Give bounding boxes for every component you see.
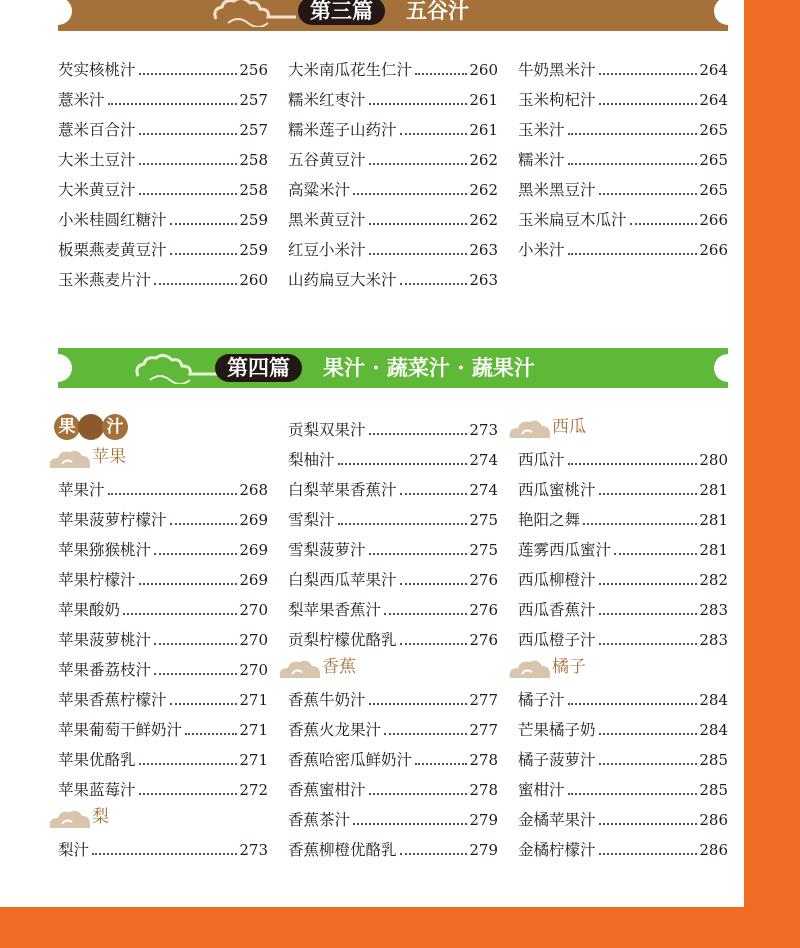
toc-entry-name: 香蕉火龙果汁: [288, 721, 382, 739]
toc-entry-page: 261: [469, 91, 498, 109]
section-3-badge: 第三篇: [298, 0, 385, 25]
toc-entry-page: 280: [699, 451, 728, 469]
toc-entry-page: 276: [469, 571, 498, 589]
toc-entry-page: 269: [239, 571, 268, 589]
toc-entry-name: 橘子汁: [518, 691, 565, 709]
toc-entry-page: 263: [469, 271, 498, 289]
banana-list: [288, 680, 498, 860]
toc-entry-name: 五谷黄豆汁: [288, 151, 366, 169]
dot-leader: [139, 133, 238, 135]
toc-entry-page: 284: [699, 721, 728, 739]
toc-entry-page: 258: [239, 151, 268, 169]
toc-entry[interactable]: [518, 440, 728, 470]
toc-entry[interactable]: [58, 50, 268, 80]
category-badge-char: 果: [54, 414, 80, 440]
pear-list: [58, 830, 268, 860]
toc-entry[interactable]: [288, 740, 498, 770]
section-4-title: 果汁 · 蔬菜汁 · 蔬果汁: [323, 355, 535, 380]
toc-entry-name: 苹果优酪乳: [58, 751, 136, 769]
subhead-apple: [58, 440, 268, 470]
toc-entry-page: 265: [699, 151, 728, 169]
toc-entry-name: 金橘柠檬汁: [518, 841, 596, 859]
toc-entry-page: 260: [469, 61, 498, 79]
toc-entry[interactable]: [288, 680, 498, 710]
toc-entry-page: 269: [239, 541, 268, 559]
dot-leader: [568, 463, 698, 465]
toc-entry-name: 西瓜蜜桃汁: [518, 481, 596, 499]
toc-entry-name: 香蕉茶汁: [288, 811, 351, 829]
banner-notch-left: [44, 354, 72, 382]
toc-entry-name: 玉米汁: [518, 121, 565, 139]
toc-entry-page: 262: [469, 151, 498, 169]
dot-leader: [599, 583, 698, 585]
cloud-icon: [278, 658, 322, 680]
toc-entry-page: 278: [469, 781, 498, 799]
toc-entry-page: 277: [469, 691, 498, 709]
toc-entry-page: 264: [699, 61, 728, 79]
toc-entry[interactable]: [288, 770, 498, 800]
pear-list-continued: [288, 410, 498, 650]
toc-entry-page: 286: [699, 841, 728, 859]
toc-entry[interactable]: [58, 200, 268, 230]
toc-entry-name: 白梨西瓜苹果汁: [288, 571, 397, 589]
toc-entry[interactable]: [288, 50, 498, 80]
section-3-column-2: [288, 50, 498, 290]
toc-entry-name: 雪梨汁: [288, 511, 335, 529]
toc-entry[interactable]: [518, 560, 728, 590]
toc-entry-page: 263: [469, 241, 498, 259]
toc-entry-page: 266: [699, 241, 728, 259]
dot-leader: [353, 193, 467, 195]
toc-entry-page: 281: [699, 511, 728, 529]
dot-leader: [139, 193, 238, 195]
toc-entry[interactable]: [58, 530, 268, 560]
toc-entry[interactable]: [58, 170, 268, 200]
toc-entry-name: 玉米燕麦片汁: [58, 271, 152, 289]
toc-entry[interactable]: [288, 830, 498, 860]
toc-entry-name: 莲雾西瓜蜜汁: [518, 541, 612, 559]
cloud-icon: [508, 418, 552, 440]
toc-entry-page: 268: [239, 481, 268, 499]
toc-entry-name: 红豆小米汁: [288, 241, 366, 259]
section-3-column-3: [518, 50, 728, 260]
toc-entry-name: 大米土豆汁: [58, 151, 136, 169]
toc-entry-name: 蜜柑汁: [518, 781, 565, 799]
apple-list: [58, 470, 268, 800]
toc-entry[interactable]: [288, 260, 498, 290]
toc-entry-name: 玉米枸杞汁: [518, 91, 596, 109]
toc-entry-page: 284: [699, 691, 728, 709]
subhead-orange: [518, 650, 728, 680]
toc-entry-page: 271: [239, 751, 268, 769]
toc-entry[interactable]: [288, 140, 498, 170]
dot-leader: [415, 763, 467, 765]
toc-entry-name: 西瓜香蕉汁: [518, 601, 596, 619]
toc-entry[interactable]: [518, 530, 728, 560]
dot-leader: [568, 163, 698, 165]
toc-entry[interactable]: [518, 740, 728, 770]
dot-leader: [154, 553, 237, 555]
dot-leader: [400, 493, 468, 495]
dot-leader: [415, 73, 467, 75]
dot-leader: [170, 253, 238, 255]
dot-leader: [599, 103, 698, 105]
toc-entry-name: 芒果橘子奶: [518, 721, 596, 739]
dot-leader: [599, 613, 698, 615]
toc-entry-name: 大米黄豆汁: [58, 181, 136, 199]
dot-leader: [369, 253, 468, 255]
toc-entry[interactable]: [518, 590, 728, 620]
toc-entry-name: 白梨苹果香蕉汁: [288, 481, 397, 499]
dot-leader: [139, 763, 238, 765]
category-badge-char: 汁: [102, 414, 128, 440]
toc-entry-page: 260: [239, 271, 268, 289]
toc-entry-name: 贡梨柠檬优酪乳: [288, 631, 397, 649]
dot-leader: [599, 853, 698, 855]
dot-leader: [139, 793, 238, 795]
toc-entry[interactable]: [518, 200, 728, 230]
toc-entry-name: 香蕉蜜柑汁: [288, 781, 366, 799]
toc-entry-name: 西瓜汁: [518, 451, 565, 469]
dot-leader: [599, 733, 698, 735]
toc-entry-name: 西瓜橙子汁: [518, 631, 596, 649]
toc-entry[interactable]: [518, 770, 728, 800]
toc-entry-page: 270: [239, 601, 268, 619]
toc-entry-page: 279: [469, 811, 498, 829]
toc-entry-page: 257: [239, 121, 268, 139]
subhead-label: 香蕉: [322, 657, 356, 677]
dot-leader: [400, 283, 468, 285]
cloud-icon: [48, 448, 92, 470]
toc-entry-name: 苹果汁: [58, 481, 105, 499]
dot-leader: [599, 643, 698, 645]
toc-entry-name: 山药扁豆大米汁: [288, 271, 397, 289]
toc-entry-page: 270: [239, 661, 268, 679]
subhead-watermelon: [518, 410, 728, 440]
dot-leader: [384, 733, 467, 735]
toc-entry[interactable]: [518, 710, 728, 740]
section-4-column-2: [288, 410, 498, 860]
toc-entry-name: 艳阳之舞: [518, 511, 581, 529]
cloud-ornament-icon: [208, 0, 298, 27]
dot-leader: [369, 553, 468, 555]
toc-entry-name: 苹果葡萄干鲜奶汁: [58, 721, 183, 739]
toc-entry-name: 贡梨双果汁: [288, 421, 366, 439]
dot-leader: [108, 103, 238, 105]
dot-leader: [583, 523, 697, 525]
banner-band: [58, 0, 728, 31]
toc-entry-page: 272: [239, 781, 268, 799]
dot-leader: [400, 583, 468, 585]
toc-entry-page: 286: [699, 811, 728, 829]
toc-entry-name: 小米汁: [518, 241, 565, 259]
toc-entry-page: 283: [699, 601, 728, 619]
toc-entry-name: 雪梨菠萝汁: [288, 541, 366, 559]
dot-leader: [400, 133, 468, 135]
dot-leader: [170, 703, 238, 705]
dot-leader: [369, 703, 468, 705]
section-4-column-3: [518, 410, 728, 860]
toc-entry-name: 薏米百合汁: [58, 121, 136, 139]
toc-entry-name: 薏米汁: [58, 91, 105, 109]
toc-entry-page: 259: [239, 241, 268, 259]
toc-entry-page: 258: [239, 181, 268, 199]
dot-leader: [599, 493, 698, 495]
dot-leader: [353, 823, 467, 825]
cloud-icon: [508, 658, 552, 680]
toc-entry[interactable]: [58, 500, 268, 530]
toc-entry-name: 糯米莲子山药汁: [288, 121, 397, 139]
toc-entry-name: 苹果柠檬汁: [58, 571, 136, 589]
subhead-banana: [288, 650, 498, 680]
dot-leader: [123, 613, 237, 615]
banner-notch-right: [714, 354, 742, 382]
toc-entry-name: 西瓜柳橙汁: [518, 571, 596, 589]
orange-list: [518, 680, 728, 860]
toc-entry-name: 糯米汁: [518, 151, 565, 169]
dot-leader: [139, 583, 238, 585]
toc-entry-page: 261: [469, 121, 498, 139]
toc-entry[interactable]: [518, 140, 728, 170]
toc-entry-page: 283: [699, 631, 728, 649]
toc-entry[interactable]: [288, 200, 498, 230]
subhead-label: 苹果: [92, 447, 126, 467]
dot-leader: [568, 133, 698, 135]
toc-entry[interactable]: [288, 440, 498, 470]
section-3-banner: [58, 0, 728, 31]
toc-entry-name: 苹果番荔枝汁: [58, 661, 152, 679]
dot-leader: [568, 253, 698, 255]
dot-leader: [154, 643, 237, 645]
toc-entry-page: 264: [699, 91, 728, 109]
toc-entry[interactable]: [518, 230, 728, 260]
toc-entry-page: 281: [699, 481, 728, 499]
dot-leader: [599, 193, 698, 195]
section-4-banner: [58, 348, 728, 388]
dot-leader: [139, 163, 238, 165]
toc-entry[interactable]: [58, 830, 268, 860]
toc-entry[interactable]: [58, 140, 268, 170]
toc-entry[interactable]: [518, 500, 728, 530]
toc-entry[interactable]: [288, 710, 498, 740]
toc-entry-name: 牛奶黑米汁: [518, 61, 596, 79]
toc-entry-name: 香蕉哈密瓜鲜奶汁: [288, 751, 413, 769]
toc-entry-name: 黑米黄豆汁: [288, 211, 366, 229]
subhead-label: 梨: [92, 807, 109, 827]
toc-entry-name: 香蕉柳橙优酪乳: [288, 841, 397, 859]
toc-entry-page: 257: [239, 91, 268, 109]
toc-entry-page: 265: [699, 121, 728, 139]
dot-leader: [614, 553, 697, 555]
toc-entry[interactable]: [58, 80, 268, 110]
toc-entry-name: 玉米扁豆木瓜汁: [518, 211, 627, 229]
toc-entry-page: 266: [699, 211, 728, 229]
cloud-icon: [48, 808, 92, 830]
toc-entry-name: 香蕉牛奶汁: [288, 691, 366, 709]
toc-entry[interactable]: [58, 470, 268, 500]
toc-entry[interactable]: [518, 170, 728, 200]
toc-entry-page: 276: [469, 601, 498, 619]
toc-entry-page: 265: [699, 181, 728, 199]
toc-entry[interactable]: [288, 80, 498, 110]
toc-entry[interactable]: [518, 110, 728, 140]
toc-entry[interactable]: [58, 260, 268, 290]
toc-entry[interactable]: [288, 230, 498, 260]
dot-leader: [384, 613, 467, 615]
toc-entry-name: 黑米黑豆汁: [518, 181, 596, 199]
toc-entry[interactable]: [58, 740, 268, 770]
toc-entry-page: 285: [699, 781, 728, 799]
toc-entry-page: 278: [469, 751, 498, 769]
toc-entry[interactable]: [58, 770, 268, 800]
toc-entry[interactable]: [58, 620, 268, 650]
subhead-label: 橘子: [552, 657, 586, 677]
dot-leader: [630, 223, 698, 225]
toc-entry[interactable]: [58, 560, 268, 590]
bottom-decor-strip: [0, 907, 800, 948]
toc-entry-page: 281: [699, 541, 728, 559]
toc-entry-name: 苹果菠萝柠檬汁: [58, 511, 167, 529]
dot-leader: [154, 673, 237, 675]
dot-leader: [599, 763, 698, 765]
toc-entry-page: 271: [239, 691, 268, 709]
toc-entry[interactable]: [518, 680, 728, 710]
toc-entry-page: 270: [239, 631, 268, 649]
toc-entry[interactable]: [288, 170, 498, 200]
toc-entry-page: 279: [469, 841, 498, 859]
cloud-ornament-icon: [130, 352, 220, 384]
toc-entry[interactable]: [518, 470, 728, 500]
section-3-title: 五谷汁: [406, 0, 469, 23]
toc-entry[interactable]: [58, 110, 268, 140]
section-3-column-1: [58, 50, 268, 290]
toc-entry-name: 梨苹果香蕉汁: [288, 601, 382, 619]
toc-entry-name: 梨柚汁: [288, 451, 335, 469]
toc-entry-name: 板栗燕麦黄豆汁: [58, 241, 167, 259]
banner-notch-right: [714, 0, 742, 25]
dot-leader: [139, 73, 238, 75]
toc-entry-name: 小米桂圆红糖汁: [58, 211, 167, 229]
right-decor-strip: [744, 0, 800, 948]
toc-entry[interactable]: [288, 590, 498, 620]
dot-leader: [369, 163, 468, 165]
toc-entry-name: 糯米红枣汁: [288, 91, 366, 109]
dot-leader: [369, 103, 468, 105]
toc-entry[interactable]: [58, 710, 268, 740]
toc-entry[interactable]: [518, 80, 728, 110]
dot-leader: [338, 463, 468, 465]
toc-entry-page: 273: [469, 421, 498, 439]
toc-entry[interactable]: [58, 680, 268, 710]
toc-entry-page: 262: [469, 181, 498, 199]
dot-leader: [338, 523, 468, 525]
category-badge-dot: [78, 414, 104, 440]
toc-entry-page: 273: [239, 841, 268, 859]
category-badge: [58, 410, 268, 440]
toc-entry[interactable]: [518, 50, 728, 80]
dot-leader: [154, 283, 237, 285]
toc-entry-page: 276: [469, 631, 498, 649]
toc-entry-page: 275: [469, 541, 498, 559]
toc-entry-name: 苹果菠萝桃汁: [58, 631, 152, 649]
toc-entry[interactable]: [288, 410, 498, 440]
toc-entry-page: 256: [239, 61, 268, 79]
toc-entry[interactable]: [518, 830, 728, 860]
toc-entry-page: 269: [239, 511, 268, 529]
toc-entry-name: 苹果蓝莓汁: [58, 781, 136, 799]
dot-leader: [599, 73, 698, 75]
dot-leader: [92, 853, 237, 855]
dot-leader: [568, 793, 698, 795]
toc-entry[interactable]: [288, 500, 498, 530]
toc-entry[interactable]: [288, 560, 498, 590]
dot-leader: [400, 643, 468, 645]
toc-entry-name: 梨汁: [58, 841, 90, 859]
toc-entry[interactable]: [58, 590, 268, 620]
toc-entry-name: 芡实核桃汁: [58, 61, 136, 79]
toc-entry[interactable]: [518, 620, 728, 650]
toc-entry[interactable]: [58, 650, 268, 680]
dot-leader: [369, 433, 468, 435]
watermelon-list: [518, 440, 728, 650]
dot-leader: [400, 853, 468, 855]
toc-entry-name: 苹果香蕉柠檬汁: [58, 691, 167, 709]
toc-entry-page: 282: [699, 571, 728, 589]
toc-entry-page: 277: [469, 721, 498, 739]
toc-entry-page: 259: [239, 211, 268, 229]
toc-entry[interactable]: [288, 800, 498, 830]
toc-entry-page: 274: [469, 451, 498, 469]
toc-entry[interactable]: [518, 800, 728, 830]
toc-entry-page: 274: [469, 481, 498, 499]
toc-entry[interactable]: [288, 110, 498, 140]
toc-entry-name: 苹果猕猴桃汁: [58, 541, 152, 559]
toc-entry-name: 金橘苹果汁: [518, 811, 596, 829]
toc-entry[interactable]: [288, 620, 498, 650]
toc-entry[interactable]: [58, 230, 268, 260]
section-4-column-1: [58, 410, 268, 860]
dot-leader: [108, 493, 238, 495]
dot-leader: [568, 703, 698, 705]
dot-leader: [170, 523, 238, 525]
dot-leader: [185, 733, 237, 735]
toc-entry-page: 262: [469, 211, 498, 229]
toc-entry-page: 275: [469, 511, 498, 529]
dot-leader: [599, 823, 698, 825]
toc-entry-name: 大米南瓜花生仁汁: [288, 61, 413, 79]
toc-entry-page: 285: [699, 751, 728, 769]
toc-entry-name: 橘子菠萝汁: [518, 751, 596, 769]
toc-entry[interactable]: [288, 470, 498, 500]
subhead-pear: [58, 800, 268, 830]
toc-entry-name: 苹果酸奶: [58, 601, 121, 619]
section-4-badge: 第四篇: [215, 354, 302, 382]
toc-entry-name: 高粱米汁: [288, 181, 351, 199]
toc-entry[interactable]: [288, 530, 498, 560]
dot-leader: [170, 223, 238, 225]
dot-leader: [369, 793, 468, 795]
subhead-label: 西瓜: [552, 417, 586, 437]
dot-leader: [369, 223, 468, 225]
toc-entry-page: 271: [239, 721, 268, 739]
